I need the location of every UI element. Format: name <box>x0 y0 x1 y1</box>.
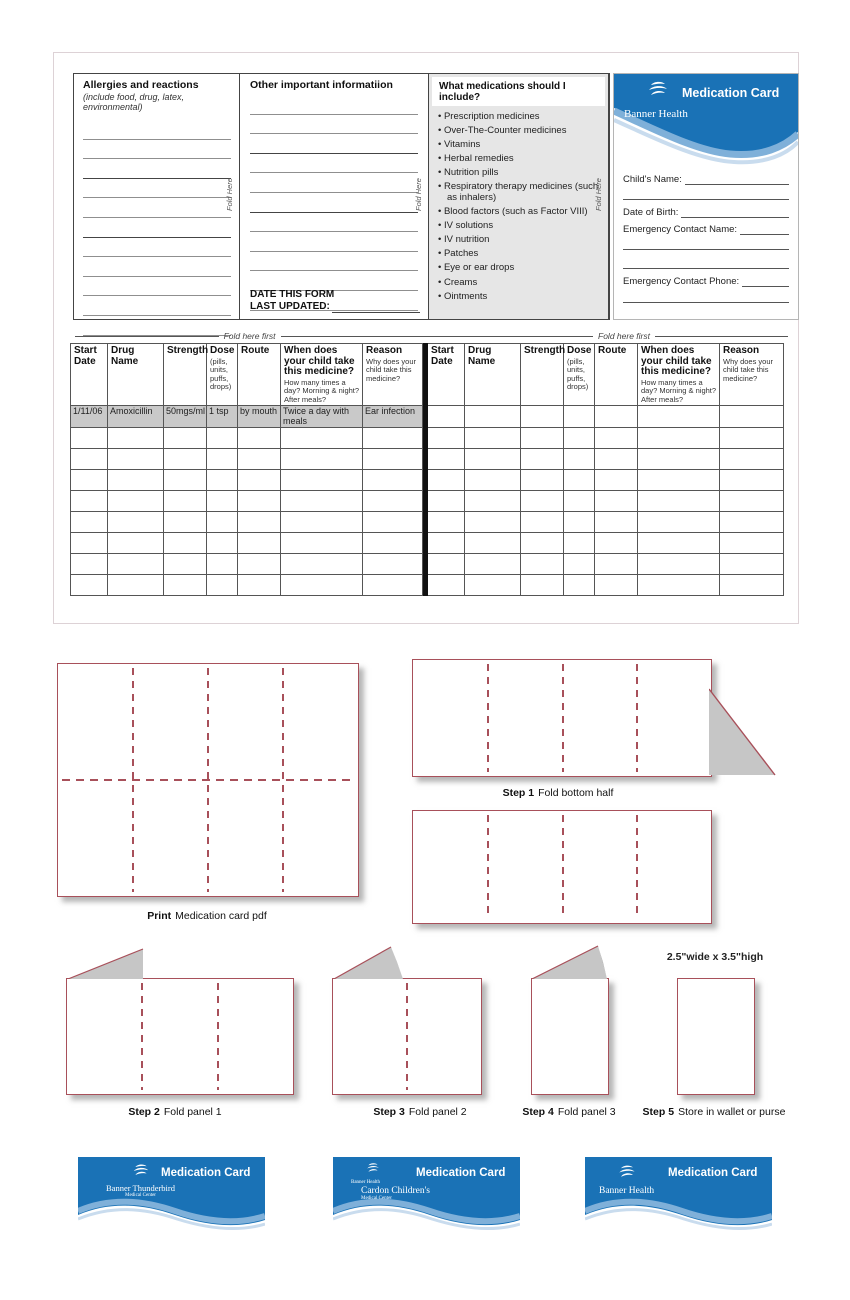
step1-diagram <box>412 659 712 777</box>
empty-cell[interactable] <box>71 533 108 554</box>
empty-cell[interactable] <box>564 491 595 512</box>
allergies-lines <box>83 120 231 336</box>
contact-phone-line[interactable] <box>742 277 789 287</box>
empty-cell[interactable] <box>281 491 363 512</box>
empty-cell[interactable] <box>71 554 108 575</box>
table-row <box>71 512 784 533</box>
col-header: Reason Why does your child take this medicine? <box>363 344 423 406</box>
empty-cell[interactable] <box>108 533 164 554</box>
empty-cell[interactable] <box>595 533 638 554</box>
print-caption: Print Medication card pdf <box>147 910 267 922</box>
write-in-line[interactable] <box>250 271 418 291</box>
empty-cell[interactable] <box>720 554 784 575</box>
empty-cell[interactable] <box>638 575 720 596</box>
empty-cell[interactable] <box>638 512 720 533</box>
fold-line <box>141 983 143 1090</box>
rule-line <box>655 336 788 337</box>
empty-cell[interactable] <box>164 428 207 449</box>
empty-cell[interactable] <box>465 554 521 575</box>
medication-card-thunderbird <box>78 1157 265 1237</box>
cell-start-date: 1/11/06 <box>71 406 108 428</box>
empty-cell[interactable] <box>108 449 164 470</box>
rule-line <box>281 336 460 337</box>
other-info-title: Other important informatiion <box>250 79 393 91</box>
banner-health-logo <box>599 1164 654 1196</box>
empty-cell[interactable] <box>720 575 784 596</box>
fold-flap-graphic <box>530 943 610 979</box>
contact-phone-label: Emergency Contact Phone: <box>623 276 740 287</box>
empty-cell[interactable] <box>71 449 108 470</box>
empty-cell[interactable] <box>638 470 720 491</box>
list-item: • Patches <box>438 249 604 260</box>
empty-cell[interactable] <box>521 449 564 470</box>
empty-cell[interactable] <box>108 575 164 596</box>
brand-name: Banner Health <box>624 108 688 120</box>
step5-diagram <box>677 978 755 1095</box>
empty-cell[interactable] <box>238 428 281 449</box>
table-header-row <box>71 344 784 406</box>
empty-cell[interactable] <box>428 533 465 554</box>
empty-cell[interactable] <box>564 406 595 428</box>
col-header: Route <box>238 344 281 406</box>
cell-dose: 1 tsp <box>207 406 238 428</box>
empty-cell[interactable] <box>71 575 108 596</box>
empty-cell[interactable] <box>238 533 281 554</box>
table-row <box>71 491 784 512</box>
empty-cell[interactable] <box>595 512 638 533</box>
empty-cell[interactable] <box>428 491 465 512</box>
brand-name: Cardon Children's <box>361 1186 430 1196</box>
list-item: • Creams <box>438 278 604 289</box>
empty-cell[interactable] <box>720 406 784 428</box>
fold-line <box>62 779 354 781</box>
contact-name-line[interactable] <box>740 225 789 235</box>
empty-cell[interactable] <box>164 470 207 491</box>
empty-cell[interactable] <box>238 470 281 491</box>
empty-cell[interactable] <box>465 491 521 512</box>
col-header: Start Date <box>71 344 108 406</box>
empty-cell[interactable] <box>465 428 521 449</box>
col-header: Drug Name <box>108 344 164 406</box>
empty-cell[interactable] <box>720 428 784 449</box>
empty-cell[interactable] <box>595 449 638 470</box>
empty-cell[interactable] <box>465 470 521 491</box>
write-in-line[interactable] <box>250 115 418 135</box>
banner-logo-icon <box>131 1163 151 1179</box>
step4-caption: Step 4 Fold panel 3 <box>522 1106 616 1118</box>
date-this-form-label: DATE THIS FORM <box>250 289 335 300</box>
step3-diagram <box>332 978 482 1095</box>
empty-cell[interactable] <box>564 449 595 470</box>
banner-logo-icon <box>616 1164 638 1181</box>
empty-cell[interactable] <box>428 449 465 470</box>
brand-top: Banner Health <box>351 1180 381 1185</box>
empty-cell[interactable] <box>207 449 238 470</box>
list-item: • Blood factors (such as Factor VIII) <box>438 207 604 218</box>
fold-here-first-label: Fold here first <box>598 331 650 341</box>
other-info-lines <box>250 95 418 311</box>
col-header: Drug Name <box>465 344 521 406</box>
brand-name: Banner Thunderbird <box>106 1183 176 1193</box>
empty-cell[interactable] <box>521 554 564 575</box>
last-updated-line[interactable] <box>332 302 420 313</box>
list-item: • IV solutions <box>438 221 604 232</box>
write-in-line[interactable] <box>250 213 418 233</box>
empty-cell[interactable] <box>238 575 281 596</box>
col-header: Reason Why does your child take this medicine? <box>720 344 784 406</box>
empty-cell[interactable] <box>638 406 720 428</box>
empty-cell[interactable] <box>465 533 521 554</box>
write-in-line[interactable] <box>83 257 231 277</box>
banner-logo-icon <box>365 1162 381 1175</box>
empty-cell[interactable] <box>363 575 423 596</box>
fold-flap-graphic <box>333 944 408 979</box>
table-row <box>71 575 784 596</box>
dob-line[interactable] <box>681 208 789 218</box>
empty-cell[interactable] <box>564 575 595 596</box>
empty-cell[interactable] <box>564 428 595 449</box>
cell-strength: 50mgs/ml <box>164 406 207 428</box>
empty-cell[interactable] <box>281 575 363 596</box>
col-header: Route <box>595 344 638 406</box>
empty-cell[interactable] <box>595 491 638 512</box>
medications-include-panel <box>429 74 609 319</box>
card-title: Medication Card <box>416 1167 506 1179</box>
table-row <box>71 428 784 449</box>
dob-label: Date of Birth: <box>623 207 679 218</box>
write-in-line[interactable] <box>250 154 418 174</box>
empty-cell[interactable] <box>363 449 423 470</box>
list-item: • Herbal remedies <box>438 154 604 165</box>
step5-caption: Step 5 Store in wallet or purse <box>642 1106 786 1118</box>
empty-cell[interactable] <box>595 428 638 449</box>
fold-here-label: Fold Here <box>414 178 423 212</box>
card-title: Medication Card <box>668 1167 758 1179</box>
empty-cell[interactable] <box>108 470 164 491</box>
empty-cell[interactable] <box>164 575 207 596</box>
empty-cell[interactable] <box>638 533 720 554</box>
card-fields <box>623 174 789 320</box>
fold-here-label: Fold Here <box>225 178 234 212</box>
col-header: When does your child take this medicine? How many times a day? Morning & night? After meals? <box>638 344 720 406</box>
empty-cell[interactable] <box>465 449 521 470</box>
fold-line <box>562 664 564 772</box>
empty-cell[interactable] <box>595 406 638 428</box>
brand-subname: Medical Center <box>125 1193 156 1198</box>
empty-cell[interactable] <box>564 470 595 491</box>
empty-cell[interactable] <box>363 491 423 512</box>
step1-caption: Step 1 Fold bottom half <box>502 787 614 799</box>
table-row <box>71 533 784 554</box>
empty-cell[interactable] <box>638 449 720 470</box>
medication-card-front <box>613 73 799 320</box>
empty-cell[interactable] <box>564 512 595 533</box>
fold-line <box>636 815 638 919</box>
fold-here-label: Fold Here <box>594 178 603 212</box>
fold-line <box>487 664 489 772</box>
list-item: • Vitamins <box>438 140 604 151</box>
empty-cell[interactable] <box>595 554 638 575</box>
write-in-line[interactable] <box>250 252 418 272</box>
empty-cell[interactable] <box>638 491 720 512</box>
empty-cell[interactable] <box>428 406 465 428</box>
empty-cell[interactable] <box>521 406 564 428</box>
col-header: Dose (pills, units, puffs, drops) <box>564 344 595 406</box>
fold-flap-graphic <box>66 946 146 979</box>
fold-line <box>406 983 408 1090</box>
table-row <box>71 470 784 491</box>
empty-cell[interactable] <box>281 449 363 470</box>
empty-cell[interactable] <box>521 428 564 449</box>
empty-cell[interactable] <box>108 491 164 512</box>
write-in-line[interactable] <box>83 140 231 160</box>
child-name-line[interactable] <box>685 175 789 185</box>
write-in-line[interactable] <box>83 179 231 199</box>
fold-line <box>562 815 564 919</box>
rule-line <box>460 336 593 337</box>
empty-cell[interactable] <box>638 554 720 575</box>
fold-here-first-rule <box>460 331 788 341</box>
empty-cell[interactable] <box>465 406 521 428</box>
empty-cell[interactable] <box>281 554 363 575</box>
write-in-line[interactable] <box>623 248 789 250</box>
fold-flap-graphic <box>709 687 779 776</box>
allergies-panel <box>74 74 240 319</box>
empty-cell[interactable] <box>521 470 564 491</box>
form-top-section <box>73 73 610 320</box>
empty-cell[interactable] <box>564 533 595 554</box>
empty-cell[interactable] <box>108 428 164 449</box>
empty-cell[interactable] <box>71 428 108 449</box>
medication-card-banner-health <box>585 1157 772 1237</box>
empty-cell[interactable] <box>164 554 207 575</box>
fold-here-first-rule <box>75 331 460 341</box>
empty-cell[interactable] <box>71 512 108 533</box>
empty-cell[interactable] <box>238 512 281 533</box>
empty-cell[interactable] <box>720 533 784 554</box>
write-in-line[interactable] <box>623 267 789 269</box>
write-in-line[interactable] <box>250 193 418 213</box>
write-in-line[interactable] <box>623 301 789 303</box>
medications-include-title: What medications should I include? <box>432 77 605 106</box>
list-item: • Prescription medicines <box>438 112 604 123</box>
cell-reason: Ear infection <box>363 406 423 428</box>
empty-cell[interactable] <box>281 512 363 533</box>
empty-cell[interactable] <box>363 512 423 533</box>
card-title: Medication Card <box>682 86 780 100</box>
empty-cell[interactable] <box>638 428 720 449</box>
example-row <box>71 406 784 428</box>
empty-cell[interactable] <box>720 449 784 470</box>
col-header: Start Date <box>428 344 465 406</box>
empty-cell[interactable] <box>363 533 423 554</box>
empty-cell[interactable] <box>521 491 564 512</box>
list-item: • Nutrition pills <box>438 168 604 179</box>
empty-cell[interactable] <box>465 512 521 533</box>
empty-cell[interactable] <box>238 554 281 575</box>
empty-cell[interactable] <box>363 428 423 449</box>
empty-cell[interactable] <box>164 512 207 533</box>
empty-cell[interactable] <box>521 533 564 554</box>
folded-half-diagram <box>412 810 712 924</box>
col-header: When does your child take this medicine? How many times a day? Morning & night? After meals? <box>281 344 363 406</box>
write-in-line[interactable] <box>83 120 231 140</box>
empty-cell[interactable] <box>164 533 207 554</box>
brand-name: Banner Health <box>599 1186 655 1196</box>
allergies-title: Allergies and reactions <box>83 79 199 91</box>
empty-cell[interactable] <box>238 449 281 470</box>
other-info-panel <box>240 74 429 319</box>
empty-cell[interactable] <box>720 470 784 491</box>
allergies-subtitle: (include food, drug, latex, environmental) <box>83 92 185 112</box>
empty-cell[interactable] <box>207 512 238 533</box>
empty-cell[interactable] <box>71 470 108 491</box>
step2-diagram <box>66 978 294 1095</box>
col-header: Dose (pills, units, puffs, drops) <box>207 344 238 406</box>
empty-cell[interactable] <box>428 554 465 575</box>
empty-cell[interactable] <box>164 449 207 470</box>
empty-cell[interactable] <box>207 554 238 575</box>
medications-include-list <box>429 112 608 302</box>
print-diagram <box>57 663 359 897</box>
write-in-line[interactable] <box>250 173 418 193</box>
empty-cell[interactable] <box>720 512 784 533</box>
child-name-label: Child's Name: <box>623 174 682 185</box>
table-row <box>71 554 784 575</box>
empty-cell[interactable] <box>465 575 521 596</box>
empty-cell[interactable] <box>207 428 238 449</box>
empty-cell[interactable] <box>207 533 238 554</box>
list-item: • Over-The-Counter medicines <box>438 126 604 137</box>
cell-when: Twice a day with meals <box>281 406 363 428</box>
empty-cell[interactable] <box>595 470 638 491</box>
banner-logo-icon <box>646 80 670 100</box>
write-in-line[interactable] <box>250 134 418 154</box>
write-in-line[interactable] <box>250 232 418 252</box>
write-in-line[interactable] <box>83 277 231 297</box>
step3-caption: Step 3 Fold panel 2 <box>373 1106 467 1118</box>
empty-cell[interactable] <box>564 554 595 575</box>
empty-cell[interactable] <box>108 554 164 575</box>
card-title: Medication Card <box>161 1167 251 1179</box>
empty-cell[interactable] <box>281 470 363 491</box>
empty-cell[interactable] <box>720 491 784 512</box>
empty-cell[interactable] <box>207 491 238 512</box>
card-size-label: 2.5"wide x 3.5"high <box>666 951 764 963</box>
col-header: Strength <box>164 344 207 406</box>
list-item: • Ointments <box>438 292 604 303</box>
write-in-line[interactable] <box>83 238 231 258</box>
cell-route: by mouth <box>238 406 281 428</box>
fold-here-first-label: Fold here first <box>223 331 276 341</box>
empty-cell[interactable] <box>238 491 281 512</box>
empty-cell[interactable] <box>521 512 564 533</box>
write-in-line[interactable] <box>83 218 231 238</box>
write-in-line[interactable] <box>83 198 231 218</box>
banner-health-logo <box>624 80 688 120</box>
empty-cell[interactable] <box>428 512 465 533</box>
medication-card-cardon-childrens <box>333 1157 520 1237</box>
write-in-line[interactable] <box>623 198 789 200</box>
list-item: • Eye or ear drops <box>438 263 604 274</box>
date-this-form-block <box>250 289 420 313</box>
empty-cell[interactable] <box>207 575 238 596</box>
empty-cell[interactable] <box>521 575 564 596</box>
list-item: • IV nutrition <box>438 235 604 246</box>
step4-diagram <box>531 978 609 1095</box>
step2-caption: Step 2 Fold panel 1 <box>128 1106 222 1118</box>
rule-line <box>75 336 219 337</box>
empty-cell[interactable] <box>428 428 465 449</box>
fold-line <box>636 664 638 772</box>
empty-cell[interactable] <box>428 470 465 491</box>
empty-cell[interactable] <box>281 428 363 449</box>
empty-cell[interactable] <box>71 491 108 512</box>
empty-cell[interactable] <box>363 554 423 575</box>
fold-line <box>217 983 219 1090</box>
medication-table <box>70 343 784 596</box>
empty-cell[interactable] <box>164 491 207 512</box>
empty-cell[interactable] <box>595 575 638 596</box>
table-row <box>71 449 784 470</box>
empty-cell[interactable] <box>108 512 164 533</box>
last-updated-label: LAST UPDATED: <box>250 301 330 312</box>
cell-drug-name: Amoxicillin <box>108 406 164 428</box>
empty-cell[interactable] <box>428 575 465 596</box>
fold-line <box>487 815 489 919</box>
brand-subname: Medical Center <box>361 1196 392 1201</box>
col-header: Strength <box>521 344 564 406</box>
write-in-line[interactable] <box>83 296 231 316</box>
empty-cell[interactable] <box>363 470 423 491</box>
list-item: • Respiratory therapy medicines (such as inhalers) <box>438 182 604 203</box>
write-in-line[interactable] <box>250 95 418 115</box>
empty-cell[interactable] <box>281 533 363 554</box>
write-in-line[interactable] <box>83 159 231 179</box>
contact-name-label: Emergency Contact Name: <box>623 224 738 235</box>
empty-cell[interactable] <box>207 470 238 491</box>
